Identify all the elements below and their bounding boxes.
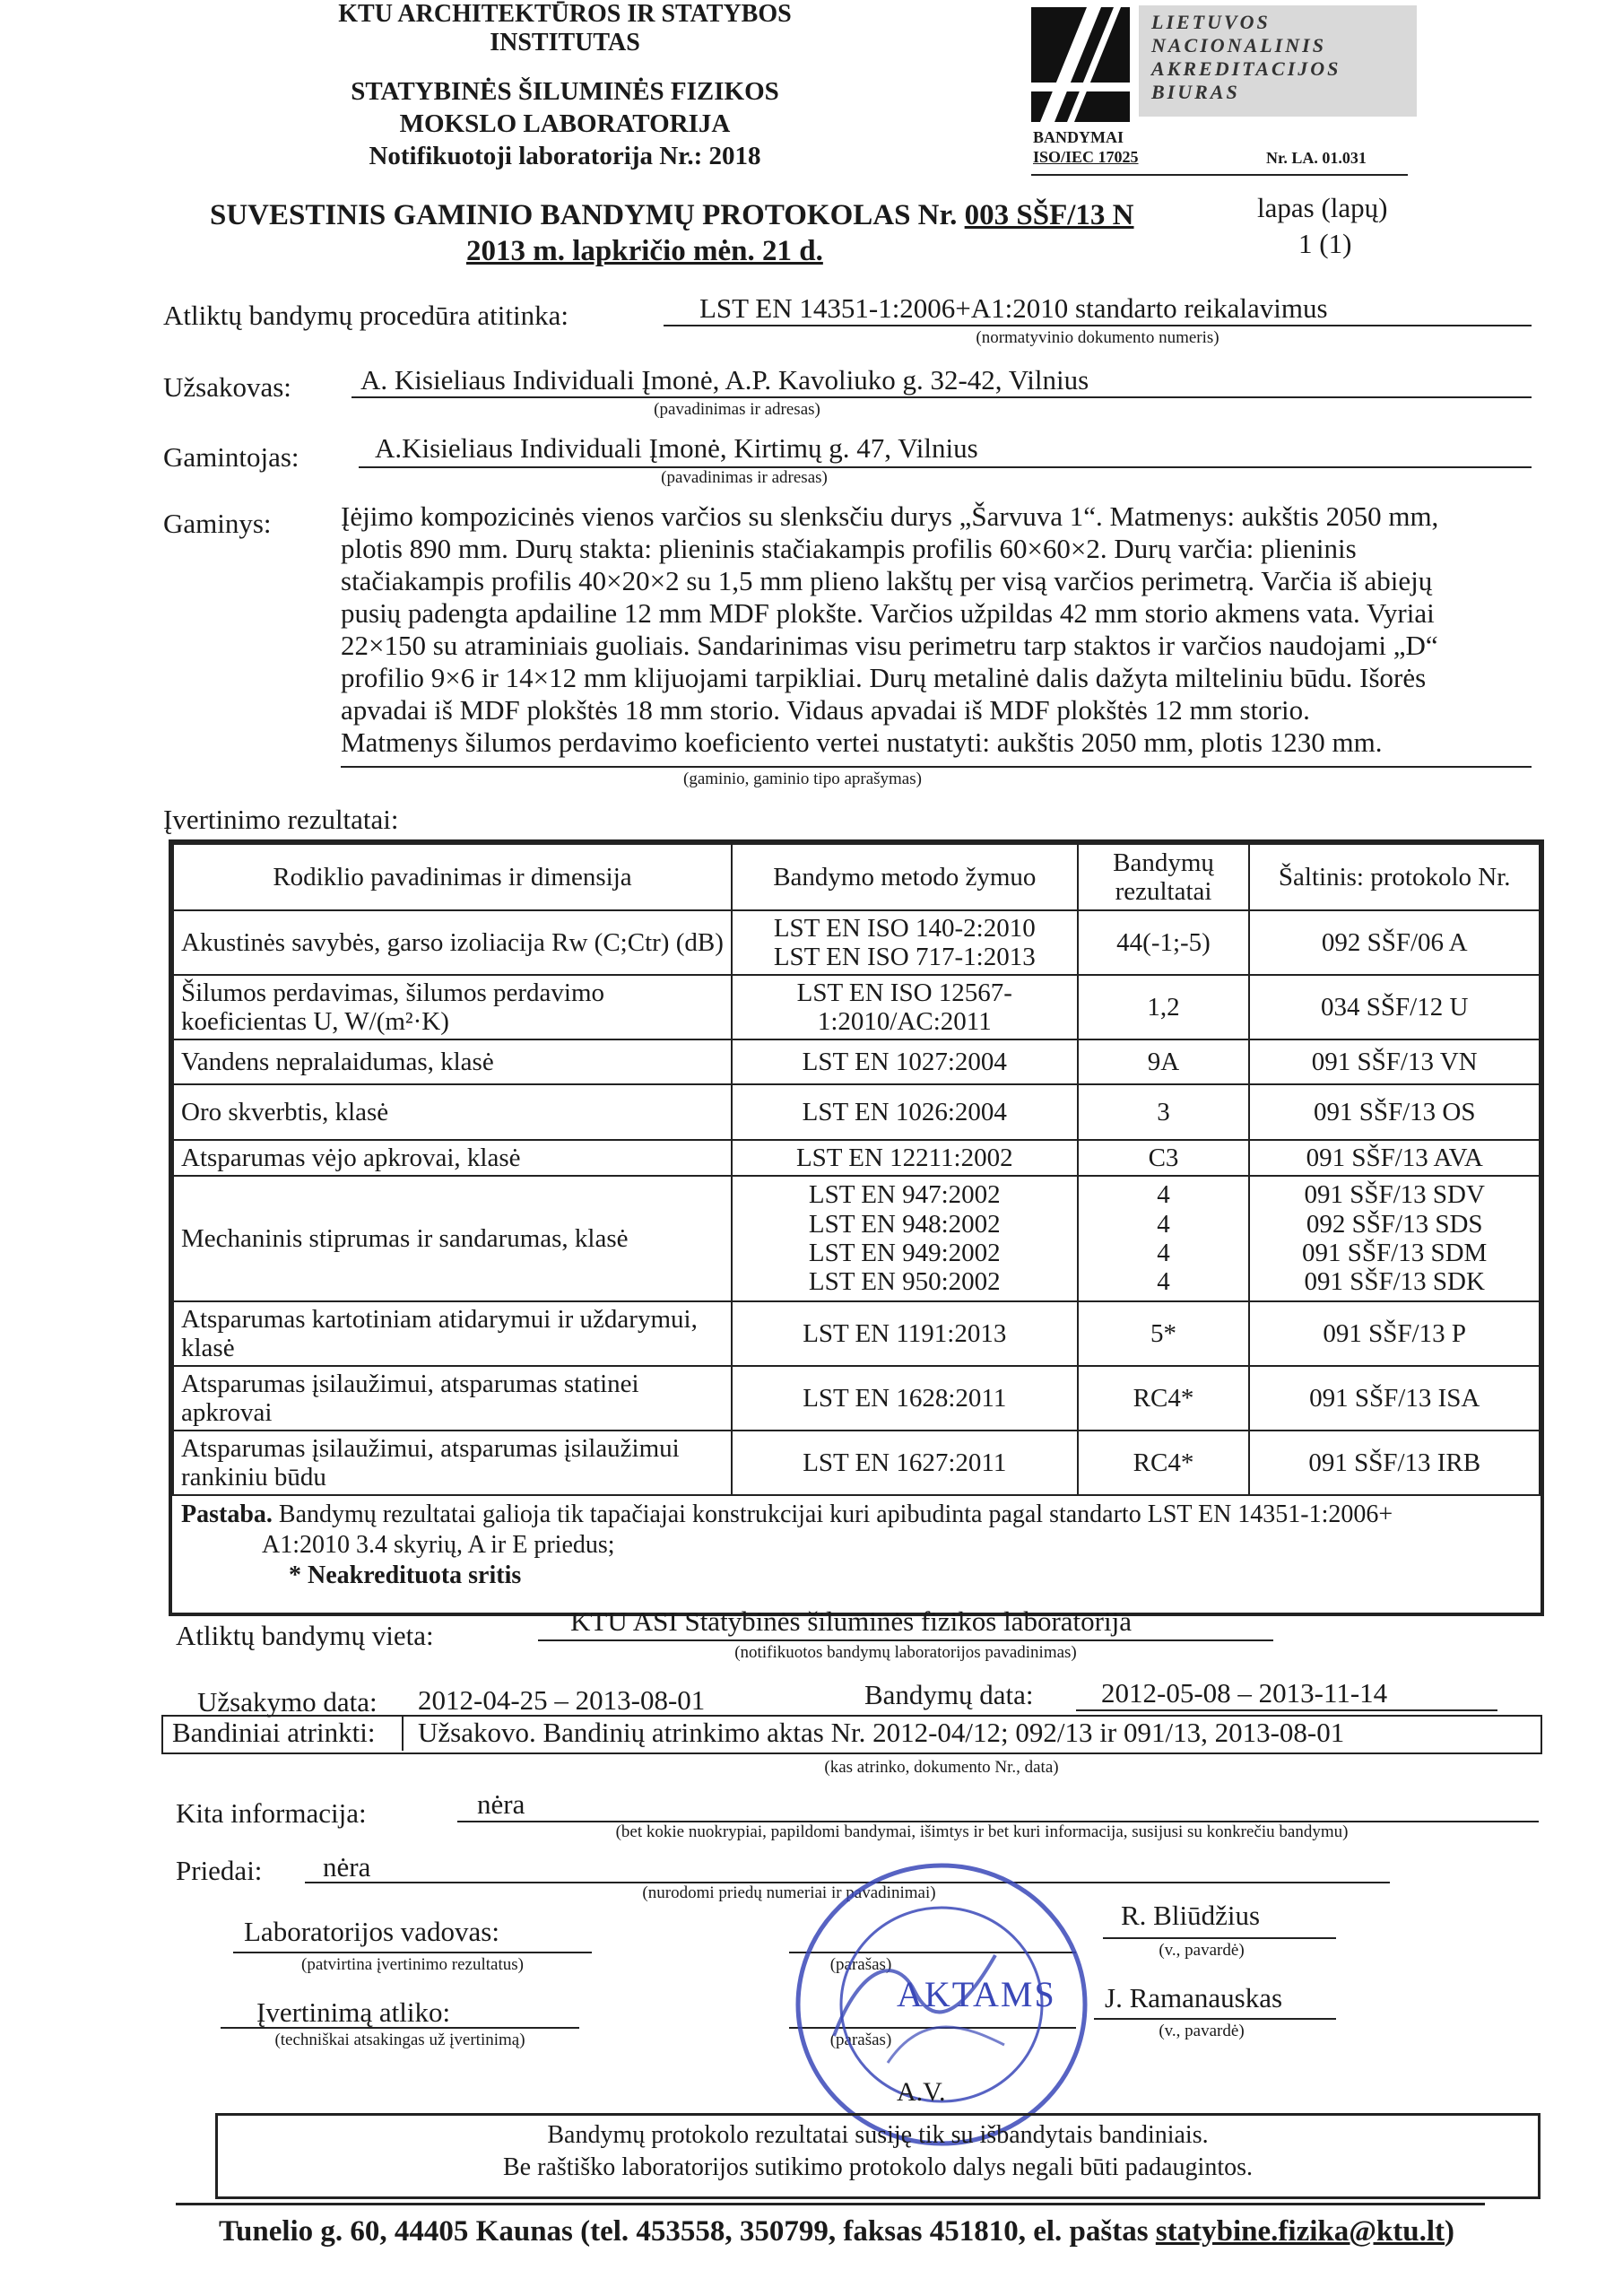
order-date-value: 2012-04-25 – 2013-08-01 (418, 1684, 706, 1716)
place-rule (538, 1639, 1273, 1641)
row-source: 091 SŠF/13 IRB (1249, 1431, 1540, 1495)
footer-address-text: Tunelio g. 60, 44405 Kaunas (tel. 453558, 350799, faksas 451810, el. paštas (219, 2215, 1156, 2248)
eval-rule (221, 2027, 579, 2029)
row-name: Atsparumas vėjo apkrovai, klasė (173, 1140, 732, 1176)
product-line: 22×150 su atraminiais guoliais. Sandarinimas visu perimetru tarp staktos ir varčios naudojami „D“ (341, 630, 1438, 661)
row-method: LST EN 947:2002 LST EN 948:2002 LST EN 949:2002 LST EN 950:2002 (732, 1176, 1078, 1301)
table-row (173, 1084, 1540, 1140)
lab-line1: STATYBINĖS ŠILUMINĖS FIZIKOS (351, 77, 779, 106)
row-method: LST EN 1027:2004 (732, 1039, 1078, 1084)
results-label: Įvertinimo rezultatai: (163, 804, 399, 835)
place-label: Atliktų bandymų vieta: (176, 1620, 434, 1651)
procedure-hint: (normatyvinio dokumento numeris) (976, 328, 1219, 347)
head-name-hint: (v., pavardė) (1159, 1941, 1245, 1960)
logo-caption-2: ISO/IEC 17025 (1033, 148, 1139, 166)
footer-address (219, 2215, 1454, 2248)
table-row (173, 1176, 1540, 1301)
test-date-label: Bandymų data: (864, 1679, 1034, 1710)
product-line: pusių padengta apdailine 12 mm MDF plokšte. Varčios užpildas 42 mm storio akmens vata. Vyriai (341, 597, 1435, 629)
header-name: Rodiklio pavadinimas ir dimensija (173, 844, 732, 910)
eval-name: J. Ramanauskas (1105, 1982, 1283, 2013)
header-source: Šaltinis: protokolo Nr. (1249, 844, 1540, 910)
row-method: LST EN ISO 12567- 1:2010/AC:2011 (732, 975, 1078, 1039)
customer-rule (352, 396, 1532, 398)
head-sign-hint: (parašas) (829, 1955, 892, 1974)
protocol-number: 003 SŠF/13 N (964, 199, 1134, 231)
row-name: Mechaninis stiprumas ir sandarumas, klasė (173, 1176, 732, 1301)
row-result: RC4* (1078, 1431, 1250, 1495)
note-bold: Pastaba. (181, 1500, 273, 1528)
procedure-value: LST EN 14351-1:2006+A1:2010 standarto reikalavimus (699, 292, 1328, 324)
product-line: plotis 890 mm. Durų stakta: plieninis stačiakampis profilis 60×60×2. Durų varčia: plieninis (341, 533, 1357, 564)
samples-label: Bandiniai atrinkti: (172, 1717, 376, 1748)
notice-box (215, 2113, 1541, 2199)
row-result: RC4* (1078, 1366, 1250, 1431)
customer-hint: (pavadinimas ir adresas) (654, 400, 820, 419)
row-result: 9A (1078, 1039, 1250, 1084)
row-name: Akustinės savybės, garso izoliacija Rw (C;Ctr) (dB) (173, 910, 732, 975)
product-line: profilio 9×6 ir 14×12 mm klijuojami tarpikliai. Durų metalinė dalis dažyta milteliniu būdu. Išorės (341, 662, 1427, 693)
accr-line-3: AKREDITACIJOS (1151, 57, 1341, 80)
head-hint: (patvirtina įvertinimo rezultatus) (301, 1955, 524, 1974)
place-hint: (notifikuotos bandymų laboratorijos pavadinimas) (734, 1643, 1077, 1662)
notice-line-1: Bandymų protokolo rezultatai susiję tik su išbandytais bandiniais. (547, 2121, 1209, 2149)
head-name-rule (1103, 1937, 1336, 1939)
pages-value: 1 (1) (1298, 228, 1352, 259)
table-header-row (173, 844, 1540, 910)
note-text-2: A1:2010 3.4 skyrių, A ir E priedus; (262, 1531, 615, 1559)
accr-line-4: BIURAS (1151, 81, 1240, 103)
product-hint: (gaminio, gaminio tipo aprašymas) (683, 770, 922, 788)
institute-name (296, 0, 834, 57)
accreditation-number: Nr. LA. 01.031 (1266, 149, 1367, 167)
procedure-rule (664, 325, 1532, 326)
product-description (341, 500, 1542, 759)
eval-hint: (techniškai atsakingas už įvertinimą) (274, 2031, 525, 2049)
annex-value: nėra (323, 1851, 371, 1883)
footer-rule (176, 2203, 1485, 2205)
table-row (173, 1431, 1540, 1495)
annex-hint: (nurodomi priedų numeriai ir pavadinimai) (642, 1883, 936, 1902)
row-source: 091 SŠF/13 P (1249, 1301, 1540, 1366)
footer-email: statybine.fizika@ktu.lt (1155, 2215, 1445, 2248)
row-source: 091 SŠF/13 OS (1249, 1084, 1540, 1140)
other-info-label: Kita informacija: (176, 1797, 367, 1829)
header-rule (1031, 174, 1408, 176)
results-table (172, 843, 1541, 1496)
test-date-rule (1076, 1709, 1497, 1711)
product-line: apvadai iš MDF plokštės 18 mm storio. Vidaus apvadai iš MDF plokštės 12 mm storio. (341, 694, 1310, 726)
lab-name (296, 75, 834, 172)
row-method: LST EN ISO 140-2:2010 LST EN ISO 717-1:2013 (732, 910, 1078, 975)
row-result: 3 (1078, 1084, 1250, 1140)
samples-value: Užsakovo. Bandinių atrinkimo aktas Nr. 2012-04/12; 092/13 ir 091/13, 2013-08-01 (418, 1717, 1345, 1748)
accr-line-2: NACIONALINIS (1151, 34, 1326, 57)
note-text: Bandymų rezultatai galioja tik tapačiajai konstrukcijai kuri apibudinta pagal standarto LST EN 14351-1:2006+ (278, 1500, 1393, 1528)
procedure-label: Atliktų bandymų procedūra atitinka: (163, 300, 568, 331)
product-rule (341, 766, 1532, 768)
head-rule (233, 1952, 592, 1953)
stamp-av: A.V. (897, 2077, 946, 2107)
head-label: Laboratorijos vadovas: (244, 1916, 499, 1947)
product-line: Įėjimo kompozicinės vienos varčios su slenksčiu durys „Šarvuva 1“. Matmenys: aukštis 2050 mm, (341, 500, 1439, 532)
accreditation-box (1139, 5, 1417, 117)
row-name: Oro skverbtis, klasė (173, 1084, 732, 1140)
row-result: 44(-1;-5) (1078, 910, 1250, 975)
logo-caption-1: BANDYMAI (1033, 128, 1124, 146)
eval-name-rule (1094, 2018, 1336, 2020)
row-method: LST EN 1026:2004 (732, 1084, 1078, 1140)
table-row (173, 910, 1540, 975)
manufacturer-value: A.Kisieliaus Individuali Įmonė, Kirtimų g. 47, Vilnius (375, 432, 978, 464)
eval-label: Įvertinimą atliko: (256, 1996, 451, 2028)
other-info-value: nėra (477, 1788, 525, 1820)
annex-label: Priedai: (176, 1855, 263, 1886)
eval-name-hint: (v., pavardė) (1159, 2022, 1245, 2040)
row-name: Atsparumas įsilaužimui, atsparumas įsilaužimui rankiniu būdu (173, 1431, 732, 1495)
row-method: LST EN 1627:2011 (732, 1431, 1078, 1495)
table-note (181, 1500, 1535, 1591)
row-source: 091 SŠF/13 AVA (1249, 1140, 1540, 1176)
samples-divider (402, 1715, 404, 1751)
customer-value: A. Kisieliaus Individuali Įmonė, A.P. Kavoliuko g. 32-42, Vilnius (360, 364, 1089, 396)
product-line: Matmenys šilumos perdavimo koeficiento vertei nustatyti: aukštis 2050 mm, plotis 1230 mm. (341, 726, 1383, 758)
customer-label: Užsakovas: (163, 371, 291, 403)
logo-caption (1033, 127, 1139, 167)
pages-label: lapas (lapų) (1257, 192, 1388, 223)
table-row (173, 975, 1540, 1039)
row-result: C3 (1078, 1140, 1250, 1176)
table-row (173, 1366, 1540, 1431)
header-method: Bandymo metodo žymuo (732, 844, 1078, 910)
manufacturer-label: Gamintojas: (163, 441, 299, 473)
row-method: LST EN 1628:2011 (732, 1366, 1078, 1431)
table-row (173, 1301, 1540, 1366)
notified-lab: Notifikuotoji laboratorija Nr.: 2018 (369, 142, 761, 170)
footer-close: ) (1445, 2215, 1455, 2248)
accr-line-1: LIETUVOS (1151, 11, 1271, 33)
row-name: Vandens nepralaidumas, klasė (173, 1039, 732, 1084)
row-name: Atsparumas įsilaužimui, atsparumas statinei apkrovai (173, 1366, 732, 1431)
notice-line-2: Be raštiško laboratorijos sutikimo protokolo dalys negali būti padaugintos. (502, 2153, 1253, 2181)
row-source: 092 SŠF/06 A (1249, 910, 1540, 975)
row-result: 1,2 (1078, 975, 1250, 1039)
table-row (173, 1140, 1540, 1176)
row-name: Šilumos perdavimas, šilumos perdavimo koeficientas U, W/(m²·K) (173, 975, 732, 1039)
row-method: LST EN 12211:2002 (732, 1140, 1078, 1176)
row-result: 4 4 4 4 (1078, 1176, 1250, 1301)
product-label: Gaminys: (163, 508, 272, 539)
row-source: 091 SŠF/13 ISA (1249, 1366, 1540, 1431)
row-source: 091 SŠF/13 SDV 092 SŠF/13 SDS 091 SŠF/13 SDM 091 SŠF/13 SDK (1249, 1176, 1540, 1301)
row-source: 034 SŠF/12 U (1249, 975, 1540, 1039)
title-prefix: SUVESTINIS GAMINIO BANDYMŲ PROTOKOLAS Nr. (210, 199, 958, 231)
note-star: * Neakredituota sritis (289, 1561, 522, 1589)
accreditation-logo (1031, 7, 1130, 122)
lab-line2: MOKSLO LABORATORIJA (399, 109, 731, 138)
row-name: Atsparumas kartotiniam atidarymui ir uždarymui, klasė (173, 1301, 732, 1366)
row-method: LST EN 1191:2013 (732, 1301, 1078, 1366)
row-result: 5* (1078, 1301, 1250, 1366)
head-name: R. Bliūdžius (1121, 1900, 1261, 1931)
place-value: KTU ASI Statybinės šiluminės fizikos laboratorija (570, 1605, 1132, 1637)
order-date-label: Užsakymo data: (197, 1686, 378, 1718)
row-source: 091 SŠF/13 VN (1249, 1039, 1540, 1084)
protocol-date: 2013 m. lapkričio mėn. 21 d. (466, 235, 823, 267)
eval-sign-hint: (parašas) (829, 2031, 892, 2049)
institute-line2: INSTITUTAS (490, 29, 640, 57)
table-row (173, 1039, 1540, 1084)
protocol-title (210, 199, 1134, 232)
header-result: Bandymų rezultatai (1078, 844, 1250, 910)
manufacturer-hint: (pavadinimas ir adresas) (661, 468, 828, 487)
other-info-hint: (bet kokie nuokrypiai, papildomi bandymai, išimtys ir bet kuri informacija, susijusi su konkrečiu bandymu) (615, 1822, 1349, 1841)
stamp-text: AKTAMS (897, 1974, 1056, 2014)
samples-hint: (kas atrinko, dokumento Nr., data) (824, 1758, 1059, 1777)
test-date-value: 2012-05-08 – 2013-11-14 (1101, 1677, 1388, 1709)
product-line: stačiakampis profilis 40×20×2 su 1,5 mm plieno lakštų per visą varčios perimetrą. Varčia iš abiejų (341, 565, 1433, 596)
institute-line1: KTU ARCHITEKTŪROS IR STATYBOS (338, 0, 792, 28)
accreditation-logo-icon (1031, 7, 1130, 122)
